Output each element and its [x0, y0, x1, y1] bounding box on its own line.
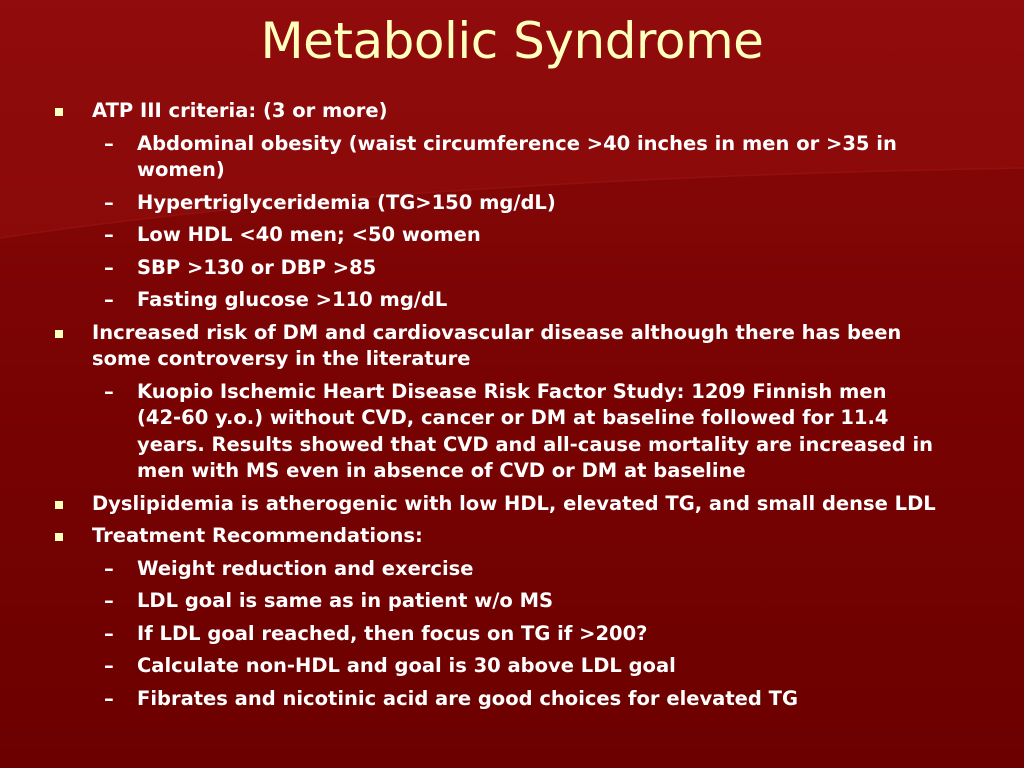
sub-bullet-text: Fasting glucose >110 mg/dL [137, 288, 448, 311]
dash-marker: – [104, 556, 114, 580]
square-bullet-icon [55, 501, 63, 509]
bullet-text: ATP III criteria: (3 or more) [92, 99, 388, 122]
sub-bullet-item [0, 131, 937, 184]
square-bullet-icon [55, 533, 63, 541]
dash-marker: – [104, 589, 114, 612]
bullet-list [0, 98, 1024, 712]
sub-bullet-text: SBP >130 or DBP >85 [137, 255, 377, 279]
bullet-text: Dyslipidemia is atherogenic with low HDL, elevated TG, and small dense LDL [92, 491, 936, 515]
dash-marker: – [104, 686, 114, 710]
bullet-text: Treatment Recommendations: [92, 524, 423, 547]
sub-bullet-text: Calculate non-HDL and goal is 30 above LDL goal [137, 654, 676, 677]
sub-bullet-text: Low HDL <40 men; <50 women [137, 223, 481, 246]
sub-bullet-item [0, 255, 937, 282]
sub-bullet-item [0, 588, 937, 615]
dash-marker: – [104, 190, 114, 214]
dash-marker: – [104, 379, 114, 403]
sub-bullet-item [0, 686, 937, 713]
bullet-item [0, 523, 942, 550]
sub-bullet-item [0, 556, 937, 583]
dash-marker: – [104, 621, 114, 645]
sub-bullet-item [0, 379, 937, 485]
dash-marker: – [104, 223, 114, 246]
dash-marker: – [104, 131, 114, 155]
sub-bullet-item [0, 222, 937, 249]
square-bullet-icon [55, 108, 63, 116]
bullet-item [0, 98, 942, 125]
sub-bullet-text: Weight reduction and exercise [137, 556, 474, 580]
slide-title: Metabolic Syndrome [260, 12, 764, 70]
sub-bullet-text: LDL goal is same as in patient w/o MS [137, 589, 554, 612]
bullet-item [0, 320, 942, 373]
sub-bullet-text: Abdominal obesity (waist circumference >40 inches in men or >35 in women) [137, 131, 897, 181]
bullet-text: Increased risk of DM and cardiovascular disease although there has been some controversy in the literature [92, 320, 902, 370]
sub-bullet-item [0, 653, 937, 680]
dash-marker: – [104, 654, 114, 677]
sub-bullet-item [0, 621, 937, 648]
dash-marker: – [104, 288, 114, 311]
sub-bullet-item [0, 190, 937, 217]
sub-bullet-text: Hypertriglyceridemia (TG>150 mg/dL) [137, 190, 556, 214]
square-bullet-icon [55, 330, 63, 338]
sub-bullet-text: Fibrates and nicotinic acid are good choices for elevated TG [137, 686, 798, 710]
sub-bullet-text: If LDL goal reached, then focus on TG if >200? [137, 621, 648, 645]
bullet-item [0, 491, 942, 518]
sub-bullet-text: Kuopio Ischemic Heart Disease Risk Factor Study: 1209 Finnish men (42-60 y.o.) without CVD, cancer or DM at baseline followed for 11.4 years. Results showed that CVD and all-cause mortality are increased in men with MS even in absence of CVD or DM at baseline [137, 379, 934, 482]
sub-bullet-item [0, 287, 937, 314]
dash-marker: – [104, 255, 114, 279]
